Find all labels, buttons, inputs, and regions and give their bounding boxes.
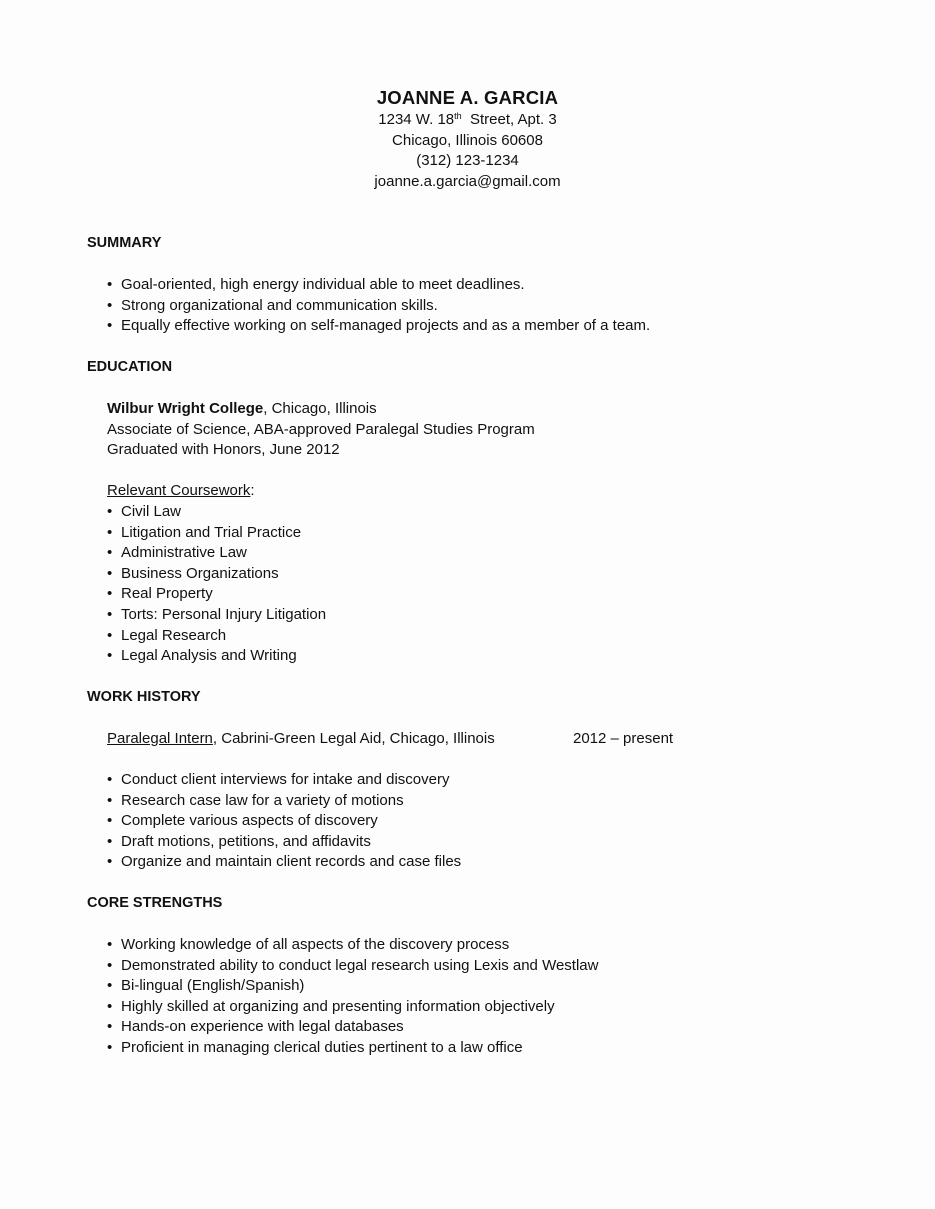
job-employer: , Cabrini-Green Legal Aid, Chicago, Illinois [212,730,495,747]
address-street: Street, Apt. 3 [461,111,557,128]
list-item: • Torts: Personal Injury Litigation [107,605,326,626]
job-title: Paralegal Intern [107,730,213,747]
list-item: • Civil Law [107,502,326,523]
summary-list [107,275,650,337]
school-name: Wilbur Wright College [107,400,264,417]
street-address [0,110,935,131]
address-ordinal: th [454,111,462,121]
list-item: • Conduct client interviews for intake and discovery [107,770,461,791]
coursework-colon: : [250,482,255,499]
list-item: • Equally effective working on self-managed projects and as a member of a team. [107,316,650,337]
list-item: • Working knowledge of all aspects of the discovery process [107,935,598,956]
email-address: joanne.a.garcia@gmail.com [374,172,561,190]
school-location: , Chicago, Illinois [263,400,377,417]
phone-number: (312) 123-1234 [416,152,519,170]
strengths-list [107,935,598,1059]
list-item: • Proficient in managing clerical duties pertinent to a law office [107,1038,598,1059]
list-item: • Goal-oriented, high energy individual able to meet deadlines. [107,275,650,296]
coursework-label-line [107,481,255,502]
graduation: Graduated with Honors, June 2012 [107,441,340,459]
list-item: • Highly skilled at organizing and presenting information objectively [107,997,598,1018]
summary-heading: SUMMARY [87,235,162,251]
list-item: • Complete various aspects of discovery [107,811,461,832]
coursework-list [107,502,326,667]
list-item: • Legal Research [107,626,326,647]
work-duties-list [107,770,461,873]
list-item: • Bi-lingual (English/Spanish) [107,976,598,997]
city-line: Chicago, Illinois 60608 [392,131,543,149]
candidate-name: JOANNE A. GARCIA [376,87,559,108]
job-dates: 2012 – present [573,730,674,747]
core-strengths-heading: CORE STRENGTHS [87,895,223,911]
education-block [107,399,535,461]
list-item: • Litigation and Trial Practice [107,523,326,544]
education-heading: EDUCATION [87,359,173,375]
list-item: • Research case law for a variety of motions [107,791,461,812]
coursework-label: Relevant Coursework [107,482,251,499]
list-item: • Administrative Law [107,543,326,564]
job-line [107,729,495,750]
resume-header [0,86,935,192]
degree: Associate of Science, ABA-approved Paralegal Studies Program [107,420,535,438]
list-item: • Strong organizational and communication skills. [107,296,650,317]
address-number: 1234 W. 18 [378,111,455,128]
list-item: • Business Organizations [107,564,326,585]
list-item: • Organize and maintain client records and case files [107,852,461,873]
school-line [107,399,535,420]
work-history-heading: WORK HISTORY [87,689,201,705]
list-item: • Hands-on experience with legal databases [107,1017,598,1038]
list-item: • Demonstrated ability to conduct legal research using Lexis and Westlaw [107,956,598,977]
list-item: • Legal Analysis and Writing [107,646,326,667]
list-item: • Real Property [107,584,326,605]
list-item: • Draft motions, petitions, and affidavits [107,832,461,853]
